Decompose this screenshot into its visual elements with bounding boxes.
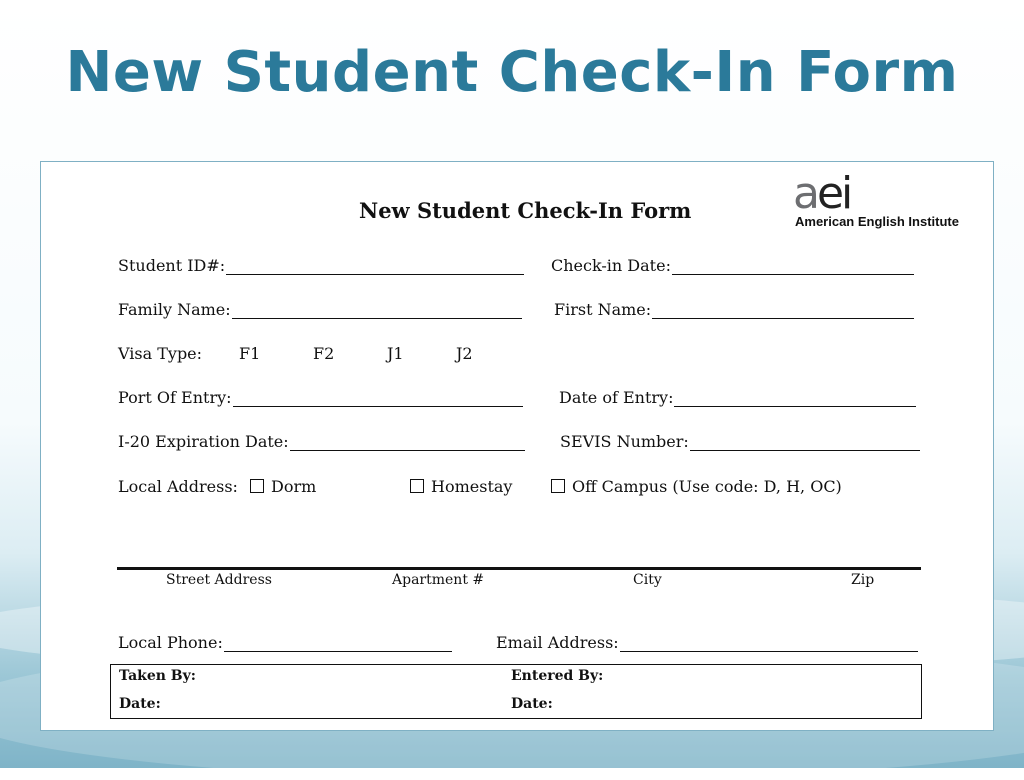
i20-expiration-field[interactable] (118, 432, 525, 451)
zip-label: Zip (851, 572, 875, 588)
address-line[interactable] (117, 567, 921, 570)
visa-type-label: Visa Type: (118, 344, 203, 363)
city-label: City (633, 572, 662, 588)
port-of-entry-field[interactable] (118, 388, 523, 407)
i20-expiration-label: I-20 Expiration Date: (118, 432, 289, 451)
local-phone-line[interactable] (224, 637, 452, 652)
port-of-entry-label: Port Of Entry: (118, 388, 232, 407)
local-phone-field[interactable] (118, 633, 452, 652)
email-address-label: Email Address: (496, 633, 619, 652)
date-of-entry-label: Date of Entry: (559, 388, 674, 407)
address-option-homestay[interactable] (410, 477, 512, 496)
email-address-line[interactable] (620, 637, 918, 652)
off-campus-checkbox[interactable] (551, 479, 565, 493)
checkin-date-field[interactable] (551, 256, 914, 275)
family-name-label: Family Name: (118, 300, 231, 319)
street-address-label: Street Address (166, 572, 272, 588)
slide-title: New Student Check-In Form (65, 40, 959, 105)
form-document (40, 161, 994, 731)
first-name-line[interactable] (652, 304, 914, 319)
i20-expiration-line[interactable] (290, 436, 525, 451)
aei-logo (793, 166, 959, 232)
logo-name: American English Institute (795, 214, 959, 229)
visa-option-f2[interactable]: F2 (313, 344, 335, 363)
address-option-off-campus[interactable] (551, 477, 842, 496)
apartment-label: Apartment # (392, 572, 485, 588)
form-title: New Student Check-In Form (359, 198, 692, 223)
visa-option-j1[interactable]: J1 (387, 344, 404, 363)
local-address-label: Local Address: (118, 477, 238, 496)
logo-mark: aei (793, 168, 851, 219)
student-id-field[interactable] (118, 256, 524, 275)
student-id-line[interactable] (226, 260, 524, 275)
local-phone-label: Local Phone: (118, 633, 223, 652)
office-use-box (110, 664, 922, 719)
homestay-label: Homestay (431, 477, 513, 496)
family-name-field[interactable] (118, 300, 522, 319)
taken-by-label: Taken By: (119, 668, 196, 684)
student-id-label: Student ID#: (118, 256, 226, 275)
entered-by-label: Entered By: (511, 668, 604, 684)
visa-option-j2[interactable]: J2 (456, 344, 473, 363)
family-name-line[interactable] (232, 304, 522, 319)
dorm-checkbox[interactable] (250, 479, 264, 493)
date-label-left: Date: (119, 696, 161, 712)
checkin-date-line[interactable] (672, 260, 914, 275)
first-name-label: First Name: (554, 300, 652, 319)
first-name-field[interactable] (554, 300, 914, 319)
checkin-date-label: Check-in Date: (551, 256, 671, 275)
email-address-field[interactable] (496, 633, 918, 652)
sevis-number-field[interactable] (560, 432, 920, 451)
visa-option-f1[interactable]: F1 (239, 344, 261, 363)
address-option-dorm[interactable] (250, 477, 316, 496)
sevis-number-line[interactable] (690, 436, 920, 451)
port-of-entry-line[interactable] (233, 392, 523, 407)
date-of-entry-line[interactable] (674, 392, 916, 407)
date-of-entry-field[interactable] (559, 388, 916, 407)
off-campus-label: Off Campus (Use code: D, H, OC) (572, 477, 842, 496)
date-label-right: Date: (511, 696, 553, 712)
homestay-checkbox[interactable] (410, 479, 424, 493)
dorm-label: Dorm (271, 477, 317, 496)
sevis-number-label: SEVIS Number: (560, 432, 689, 451)
